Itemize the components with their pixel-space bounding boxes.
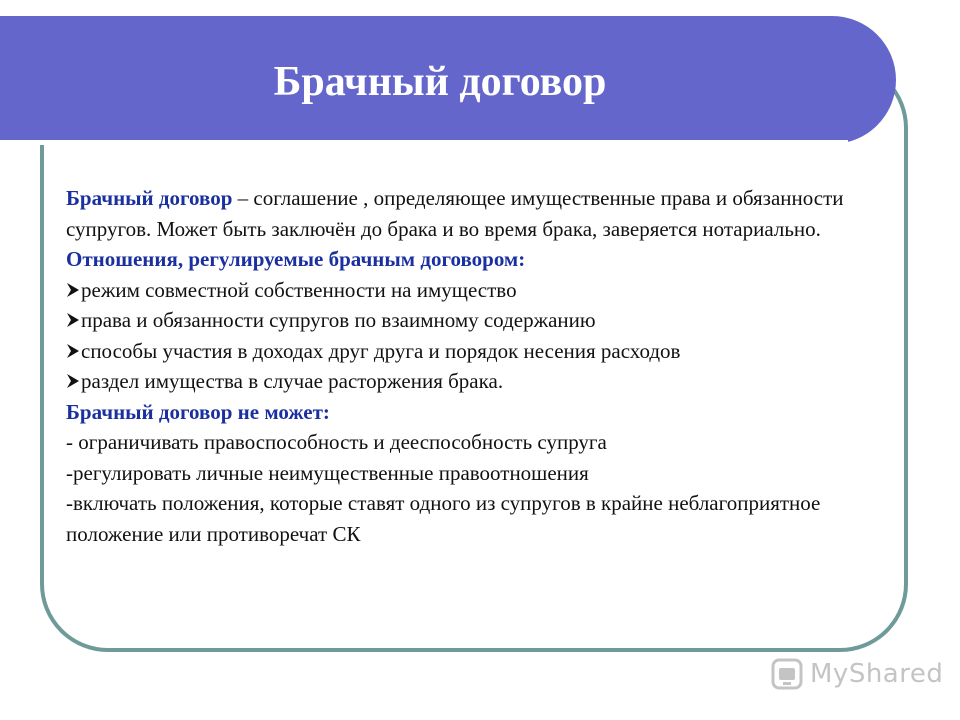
relations-heading: Отношения, регулируемые брачным договором: [66,247,526,271]
relations-item [66,275,896,306]
cannot-item: -регулировать личные неимущественные правоотношения [66,460,589,485]
relations-item-text: режим совместной собственности на имущество [81,277,517,302]
relations-item-text: способы участия в доходах друг друга и порядок несения расходов [81,338,681,363]
title-underline [0,140,848,145]
arrow-bullet-icon [66,373,80,389]
arrow-bullet-icon [66,312,80,328]
relations-item [66,366,896,397]
definition-text: – соглашение , определяющее имущественные права и обязанности супругов. Может быть заключён до брака и во время брака, заверяется нотариально. [66,186,844,241]
definition-paragraph [66,183,896,244]
relations-item-text: права и обязанности супругов по взаимному содержанию [81,308,596,332]
watermark [770,654,943,694]
arrow-bullet-icon [66,282,80,298]
watermark-text: MyShared [810,659,944,689]
slide-body [66,183,896,549]
relations-item [66,336,896,367]
relations-item [66,305,896,336]
cannot-item: -включать положения, которые ставят одного из супругов в крайне неблагоприятное положение или противоречат СК [66,491,821,546]
definition-term: Брачный договор [66,186,233,210]
slide-title: Брачный договор [273,59,607,105]
cannot-item: - ограничивать правоспособность и дееспособность супруга [66,430,607,454]
title-bar [0,16,896,144]
cannot-heading: Брачный договор не может: [66,399,330,424]
relations-item-text: раздел имущества в случае расторжения брака. [81,369,504,393]
myshared-logo-icon [770,657,804,691]
arrow-bullet-icon [66,343,80,359]
